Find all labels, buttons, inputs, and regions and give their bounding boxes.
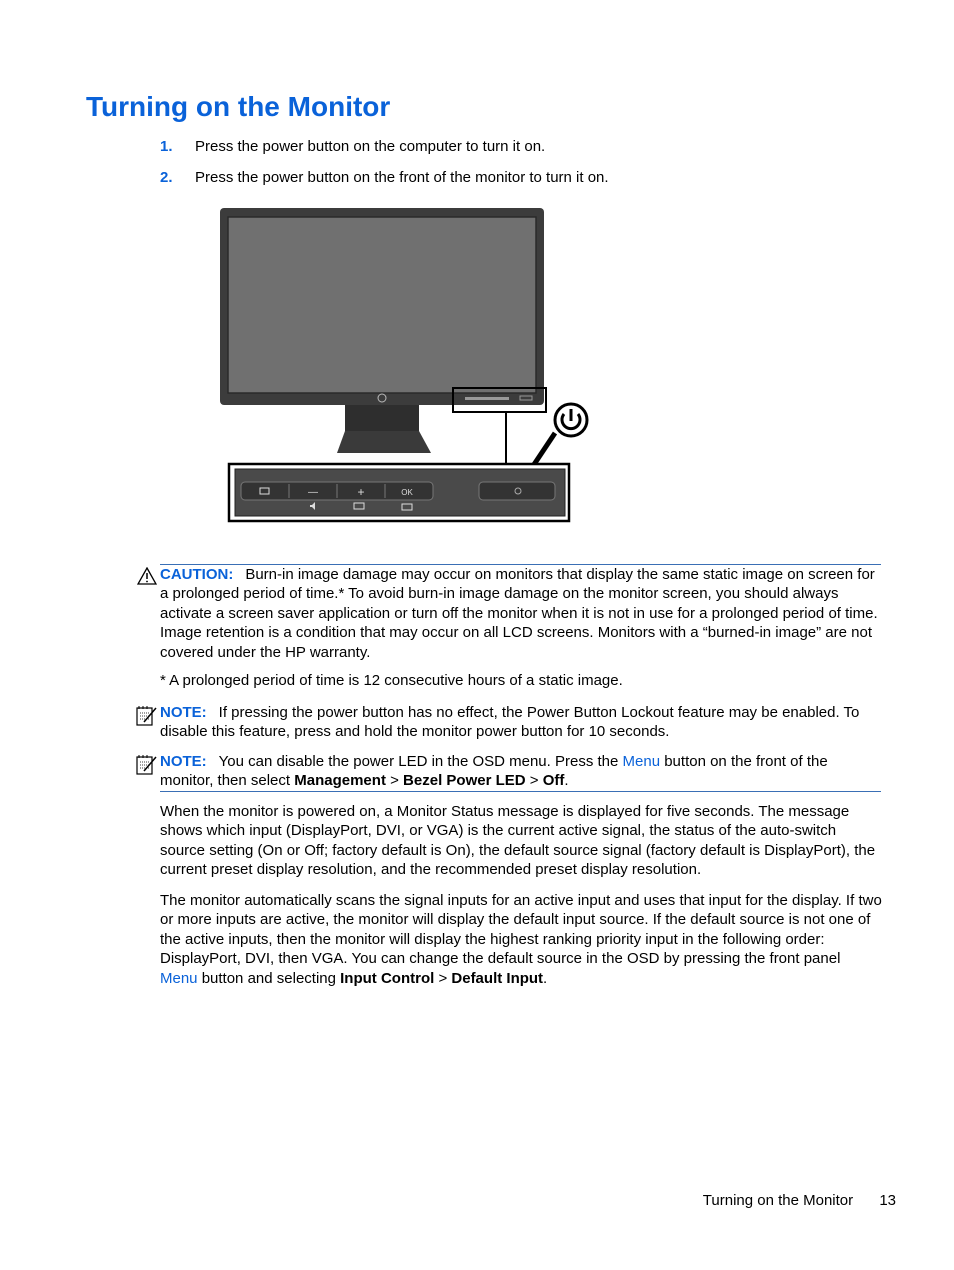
ok-label: OK <box>401 488 413 497</box>
input-scan-paragraph: The monitor automatically scans the signal inputs for an active input and uses that input for the display. If two or more inputs are active, the monitor will display the default input source. If the default source is not one of the active inputs, then the monitor will display the highest ranking priority input in the following order: DisplayPort, DVI, then VGA. You can change the default source in the OSD by pressing the front panel Menu button and selecting Input Control > Default Input. <box>160 892 882 987</box>
power-button[interactable] <box>479 482 555 500</box>
caution-icon <box>137 567 157 585</box>
caution-label: CAUTION: <box>160 566 234 583</box>
step-2 <box>160 168 609 188</box>
page-title: Turning on the Monitor <box>86 91 391 122</box>
step-text: Press the power button on the computer to turn it on. <box>195 138 546 155</box>
note1-text <box>160 703 882 742</box>
caution-text <box>160 565 882 662</box>
monitor-screen <box>228 217 536 393</box>
note-bottom-rule <box>160 791 881 792</box>
monitor-stand-neck <box>345 405 419 433</box>
step-text: Press the power button on the front of the monitor to turn it on. <box>195 169 609 186</box>
step-number: 1. <box>160 138 173 155</box>
caution-footnote: * A prolonged period of time is 12 consecutive hours of a static image. <box>160 672 623 689</box>
note2-label: NOTE: <box>160 753 207 770</box>
step-1 <box>160 137 545 157</box>
caution-body: Burn-in image damage may occur on monitors that display the same static image on screen for a prolonged period of time.* To avoid burn-in image damage on the monitor screen, you should always activate a screen saver application or turn off the monitor when it is not in use for a prolonged period of time. Image retention is a condition that may occur on all LCD screens. Monitors with a “burned-in image” are not covered under the HP warranty. <box>160 566 878 661</box>
note1-body: If pressing the power button has no effect, the Power Button Lockout feature may be enabled. To disable this feature, press and hold the monitor power button for 10 seconds. <box>160 704 860 741</box>
note-icon <box>136 754 158 776</box>
plus-label: + <box>357 485 365 499</box>
monitor-power-button-figure <box>215 205 595 525</box>
status-message-paragraph: When the monitor is powered on, a Monitor Status message is displayed for five seconds. The message shows which input (DisplayPort, DVI, or VGA) is the current active signal, the status of the auto-switch source setting (On or Off; factory default is On), the default source signal (factory default is DisplayPort), the current preset display resolution, and the recommended preset display resolution. <box>160 803 876 879</box>
page-number: 13 <box>879 1192 896 1209</box>
page-footer <box>703 1192 896 1209</box>
note2-text: NOTE: You can disable the power LED in the OSD menu. Press the Menu button on the front of the monitor, then select Management > Bezel Power LED > Off. <box>160 753 828 790</box>
menu-link[interactable]: Menu <box>160 969 198 987</box>
step-number: 2. <box>160 169 173 186</box>
minus-label: — <box>308 487 318 498</box>
note-icon <box>136 705 158 727</box>
monitor-stand-base <box>337 431 431 453</box>
footer-section-title: Turning on the Monitor <box>702 1192 854 1209</box>
note1-label: NOTE: <box>160 704 207 721</box>
menu-link[interactable]: Menu <box>622 753 661 770</box>
